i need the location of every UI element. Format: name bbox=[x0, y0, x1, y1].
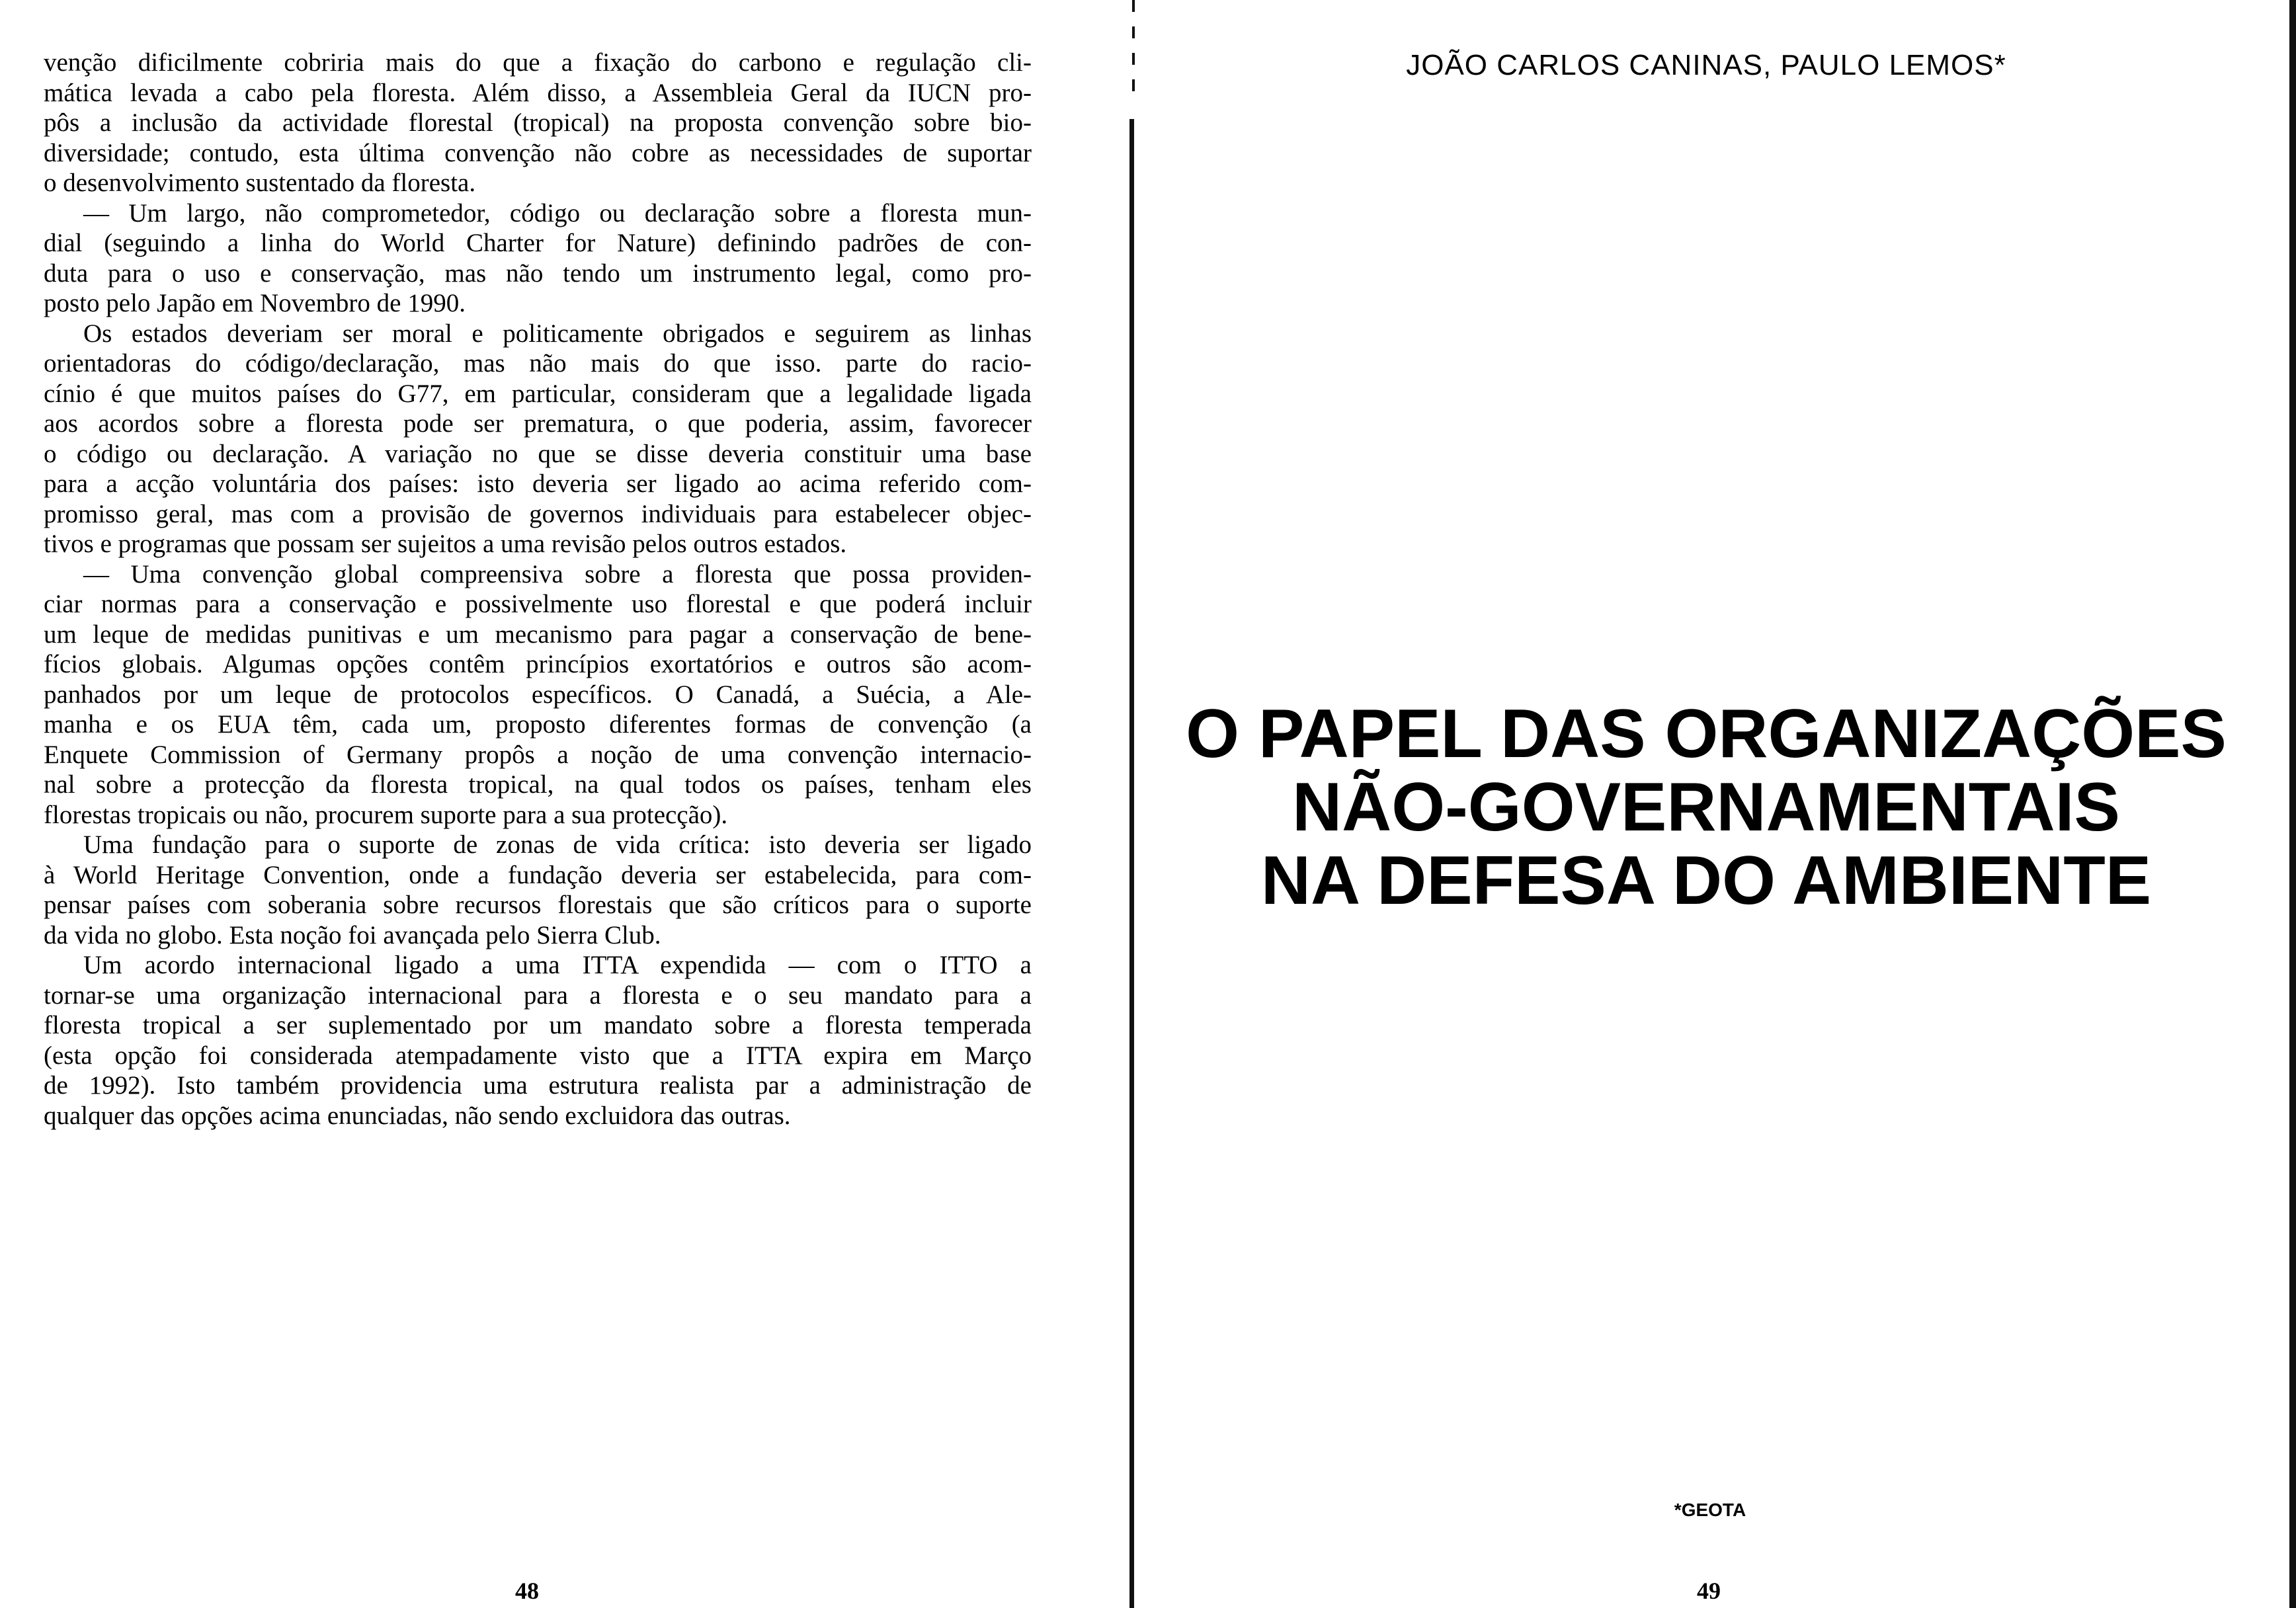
text-line: um leque de medidas punitivas e um mecanismo para pagar a conservação de bene- bbox=[44, 620, 1032, 649]
text-line: qualquer das opções acima enunciadas, não sendo excluidora das outras. bbox=[44, 1101, 791, 1130]
text-line: Enquete Commission of Germany propôs a noção de uma convenção internacio- bbox=[44, 740, 1032, 769]
paragraph bbox=[44, 830, 1032, 950]
text-line: floresta tropical a ser suplementado por um mandato sobre a floresta temperada bbox=[44, 1011, 1032, 1039]
book-spine-shadow bbox=[1132, 0, 1135, 93]
text-line: nal sobre a protecção da floresta tropical, na qual todos os países, tenham eles bbox=[44, 770, 1032, 799]
article-authors: JOÃO CARLOS CANINAS, PAULO LEMOS* bbox=[1406, 49, 2006, 81]
text-line: pôs a inclusão da actividade florestal (tropical) na proposta convenção sobre bio- bbox=[44, 108, 1032, 137]
text-line: Uma fundação para o suporte de zonas de vida crítica: isto deveria ser ligado bbox=[83, 830, 1032, 859]
text-line: fícios globais. Algumas opções contêm princípios exortatórios e outros são acom- bbox=[44, 650, 1032, 678]
article-title-line: O PAPEL DAS ORGANIZAÇÕES bbox=[1186, 696, 2227, 772]
text-line: pensar países com soberania sobre recursos florestais que são críticos para o suporte bbox=[44, 891, 1032, 919]
text-line: orientadoras do código/declaração, mas não mais do que isso. parte do racio- bbox=[44, 349, 1032, 378]
text-line: — Uma convenção global compreensiva sobre a floresta que possa providen- bbox=[83, 559, 1032, 588]
text-line: posto pelo Japão em Novembro de 1990. bbox=[44, 289, 466, 317]
text-line: duta para o uso e conservação, mas não tendo um instrumento legal, como pro- bbox=[44, 259, 1032, 288]
text-line: aos acordos sobre a floresta pode ser prematura, o que poderia, assim, favorecer bbox=[44, 409, 1032, 438]
text-line: — Um largo, não comprometedor, código ou declaração sobre a floresta mun- bbox=[83, 198, 1032, 227]
text-line: Um acordo internacional ligado a uma ITTA expendida — com o ITTO a bbox=[83, 951, 1032, 979]
text-line: da vida no globo. Esta noção foi avançada pelo Sierra Club. bbox=[44, 920, 661, 949]
text-line: venção dificilmente cobriria mais do que a fixação do carbono e regulação cli- bbox=[44, 48, 1032, 77]
text-line: diversidade; contudo, esta última convenção não cobre as necessidades de suportar bbox=[44, 138, 1032, 167]
text-line: manha e os EUA têm, cada um, proposto diferentes formas de convenção (a bbox=[44, 710, 1032, 739]
page-edge-shadow bbox=[2289, 0, 2296, 1608]
paragraph bbox=[44, 559, 1032, 830]
text-line: à World Heritage Convention, onde a fundação deveria ser estabelecida, para com- bbox=[44, 860, 1032, 889]
article-title-line: NA DEFESA DO AMBIENTE bbox=[1260, 842, 2152, 919]
page-number-right: 49 bbox=[1697, 1578, 1721, 1604]
text-line: de 1992). Isto também providencia uma estrutura realista par a administração de bbox=[44, 1071, 1032, 1100]
page-number-left: 48 bbox=[515, 1578, 539, 1604]
text-line: o desenvolvimento sustentado da floresta. bbox=[44, 169, 476, 197]
author-affiliation-footnote: *GEOTA bbox=[1674, 1500, 1746, 1520]
text-line: mática levada a cabo pela floresta. Além disso, a Assembleia Geral da IUCN pro- bbox=[44, 78, 1032, 107]
book-spine-shadow bbox=[1129, 119, 1134, 1608]
paragraph bbox=[44, 319, 1032, 559]
text-line: Os estados deveriam ser moral e politicamente obrigados e seguirem as linhas bbox=[83, 319, 1032, 348]
text-line: (esta opção foi considerada atempadamente visto que a ITTA expira em Março bbox=[44, 1041, 1032, 1070]
left-page-body-text bbox=[44, 48, 1032, 1131]
text-line: para a acção voluntária dos países: isto deveria ser ligado ao acima referido com- bbox=[44, 469, 1032, 498]
text-line: dial (seguindo a linha do World Charter for Nature) definindo padrões de con- bbox=[44, 229, 1032, 257]
paragraph bbox=[44, 48, 1032, 198]
article-title bbox=[1164, 698, 2248, 918]
text-line: ciar normas para a conservação e possivelmente uso florestal e que poderá incluir bbox=[44, 590, 1032, 618]
article-title-line: NÃO-GOVERNAMENTAIS bbox=[1292, 769, 2120, 846]
text-line: tornar-se uma organização internacional para a floresta e o seu mandato para a bbox=[44, 981, 1032, 1010]
text-line: promisso geral, mas com a provisão de governos individuais para estabelecer objec- bbox=[44, 499, 1032, 528]
paragraph bbox=[44, 198, 1032, 319]
text-line: tivos e programas que possam ser sujeitos a uma revisão pelos outros estados. bbox=[44, 530, 847, 558]
paragraph bbox=[44, 950, 1032, 1131]
text-line: panhados por um leque de protocolos específicos. O Canadá, a Suécia, a Ale- bbox=[44, 680, 1032, 709]
text-line: o código ou declaração. A variação no que se disse deveria constituir uma base bbox=[44, 439, 1032, 468]
text-line: cínio é que muitos países do G77, em particular, consideram que a legalidade ligada bbox=[44, 379, 1032, 408]
text-line: florestas tropicais ou não, procurem suporte para a sua protecção). bbox=[44, 800, 728, 829]
